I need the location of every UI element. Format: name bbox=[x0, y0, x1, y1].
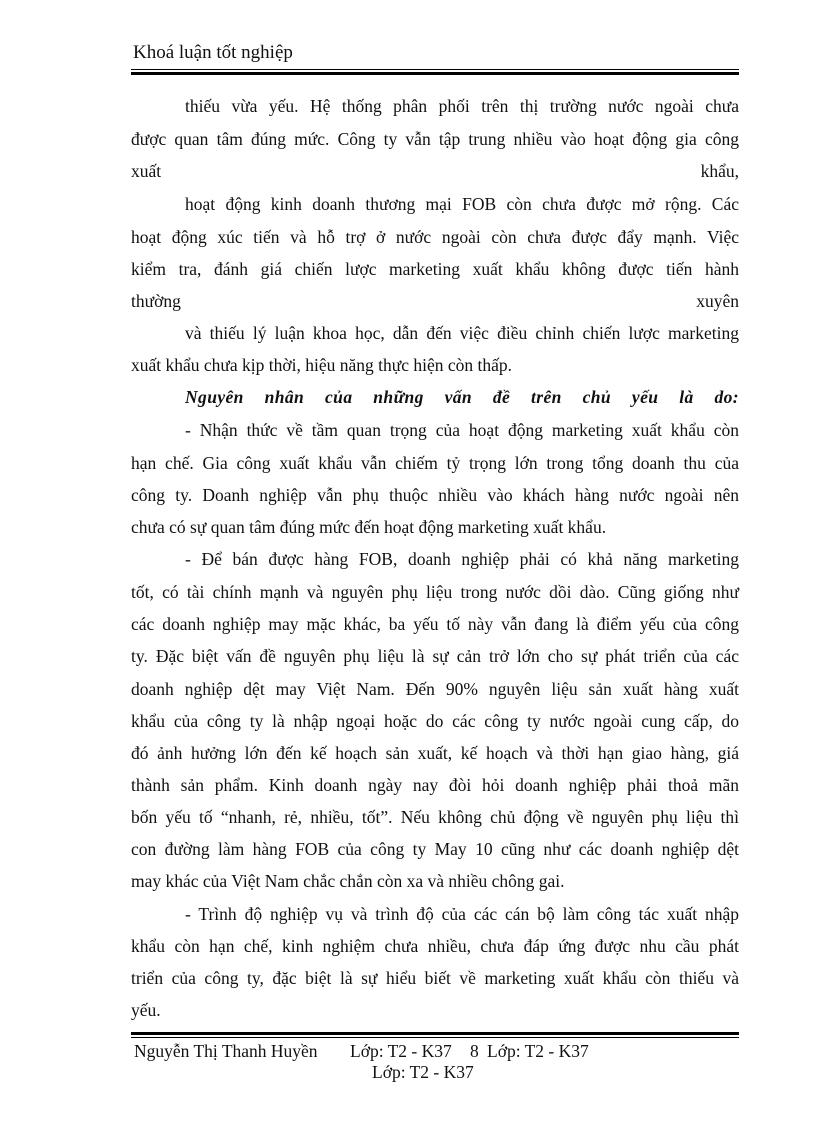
footer-author: Nguyễn Thị Thanh Huyền bbox=[134, 1041, 318, 1061]
body-line: xuyên bbox=[696, 291, 739, 311]
body-line: bốn yếu tố “nhanh, rẻ, nhiều, tốt”. Nếu không chủ động về nguyên phụ liệu thì bbox=[131, 807, 739, 827]
header-rule-thin bbox=[131, 69, 739, 70]
body-line: các doanh nghiệp may mặc khác, ba yếu tố này vẫn đang là điểm yếu của công bbox=[131, 614, 739, 634]
body-line: hoạt động xúc tiến và hỗ trợ ở nước ngoài còn chưa được đẩy mạnh. Việc bbox=[131, 227, 739, 247]
footer-class: Lớp: T2 - K37 bbox=[487, 1041, 589, 1061]
body-line: thành sản phẩm. Kinh doanh ngày nay đòi hỏi doanh nghiệp phải thoả mãn bbox=[131, 775, 739, 795]
body-line: khẩu của công ty là nhập ngoại hoặc do các công ty nước ngoài cung cấp, do bbox=[131, 711, 739, 731]
body-line: khẩu, bbox=[700, 161, 739, 181]
section-heading: Nguyên nhân của những vấn đề trên chủ yếu là do: bbox=[185, 387, 739, 407]
body-line: kiểm tra, đánh giá chiến lược marketing xuất khẩu không được tiến hành bbox=[131, 259, 739, 279]
body-line: xuất khẩu chưa kịp thời, hiệu năng thực hiện còn thấp. bbox=[131, 355, 513, 375]
body-line: con đường làm hàng FOB của công ty May 10 cũng như các doanh nghiệp dệt bbox=[131, 839, 739, 859]
body-line: doanh nghiệp dệt may Việt Nam. Đến 90% nguyên liệu sản xuất hàng xuất bbox=[131, 679, 739, 699]
body-line: triển của công ty, đặc biệt là sự hiểu biết về marketing xuất khẩu còn thiếu và bbox=[131, 968, 739, 988]
body-line: đó ảnh hưởng lớn đến kế hoạch sản xuất, kế hoạch và thời hạn giao hàng, giá bbox=[131, 743, 739, 763]
body-line: ty. Đặc biệt vấn đề nguyên phụ liệu là sự cản trở lớn cho sự phát triển của các bbox=[131, 646, 739, 666]
footer-class: Lớp: T2 - K37 bbox=[350, 1041, 452, 1061]
body-line: và thiếu lý luận khoa học, dẫn đến việc điều chỉnh chiến lược marketing bbox=[185, 323, 739, 343]
footer-class: Lớp: T2 - K37 bbox=[372, 1062, 474, 1082]
footer-rule-thin bbox=[131, 1037, 739, 1038]
footer-rule-thick bbox=[131, 1032, 739, 1035]
body-line: hoạt động kinh doanh thương mại FOB còn chưa được mở rộng. Các bbox=[185, 194, 739, 214]
body-line: tốt, có tài chính mạnh và nguyên phụ liệu trong nước dồi dào. Cũng giống như bbox=[131, 582, 739, 602]
body-line: thường bbox=[131, 291, 181, 311]
body-line: - Để bán được hàng FOB, doanh nghiệp phải có khả năng marketing bbox=[185, 549, 739, 569]
body-line: chưa có sự quan tâm đúng mức đến hoạt động marketing xuất khẩu. bbox=[131, 517, 607, 537]
body-line: - Nhận thức về tầm quan trọng của hoạt động marketing xuất khẩu còn bbox=[185, 420, 739, 440]
body-line: thiếu vừa yếu. Hệ thống phân phối trên thị trường nước ngoài chưa bbox=[185, 96, 739, 116]
body-line: khẩu còn hạn chế, kinh nghiệm chưa nhiều, chưa đáp ứng được nhu cầu phát bbox=[131, 936, 739, 956]
footer-page-number: 8 bbox=[470, 1041, 479, 1061]
body-line: được quan tâm đúng mức. Công ty vẫn tập trung nhiều vào hoạt động gia công bbox=[131, 129, 739, 149]
page-header-title: Khoá luận tốt nghiệp bbox=[133, 42, 293, 63]
body-line: - Trình độ nghiệp vụ và trình độ của các cán bộ làm công tác xuất nhập bbox=[185, 904, 739, 924]
body-line: yếu. bbox=[131, 1000, 161, 1020]
body-line: hạn chế. Gia công xuất khẩu vẫn chiếm tỷ trọng lớn trong tổng doanh thu của bbox=[131, 453, 739, 473]
header-rule-thick bbox=[131, 72, 739, 75]
body-line: may khác của Việt Nam chắc chắn còn xa và nhiều chông gai. bbox=[131, 871, 565, 891]
body-line: xuất bbox=[131, 161, 162, 181]
body-line: công ty. Doanh nghiệp vẫn phụ thuộc nhiều vào khách hàng nước ngoài nên bbox=[131, 485, 739, 505]
